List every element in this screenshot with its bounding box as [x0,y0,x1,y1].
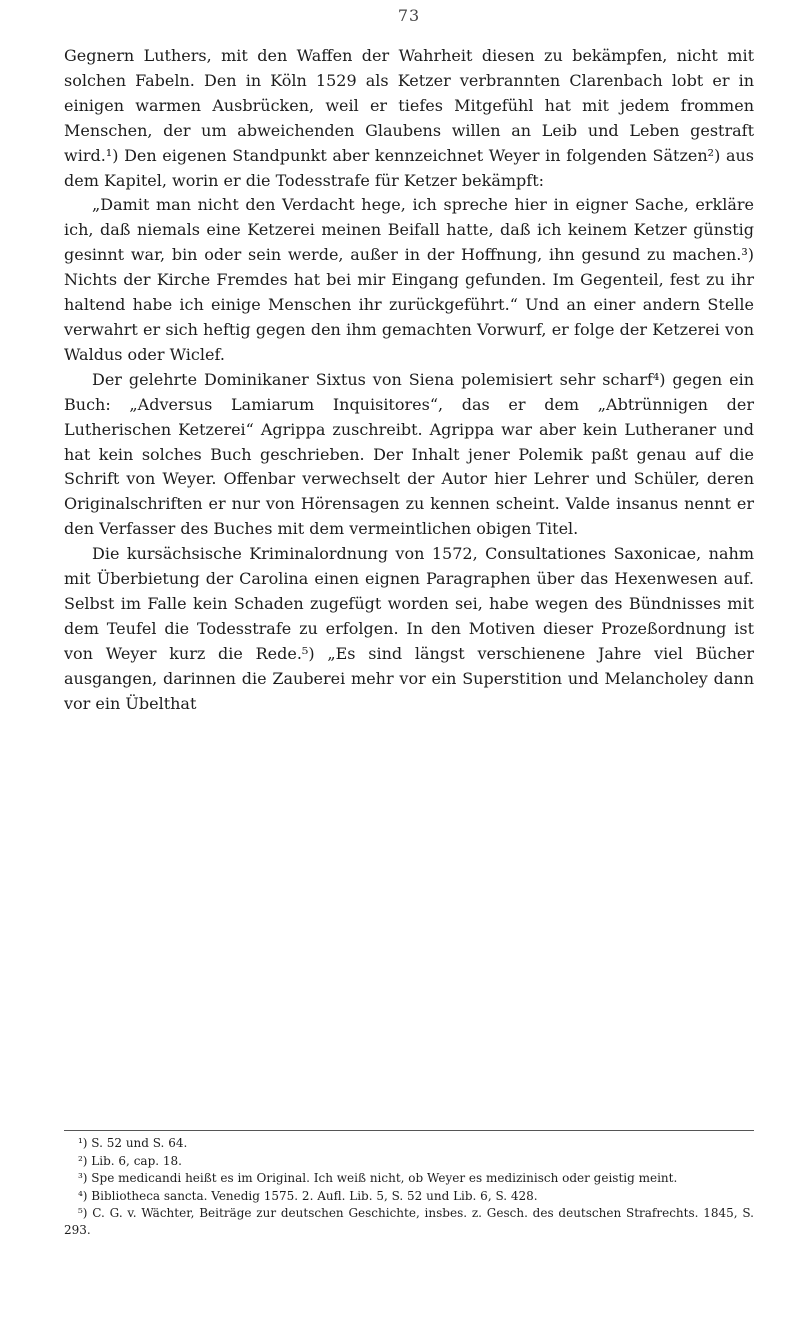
paragraph-1: Gegnern Luthers, mit den Waffen der Wahrheit diesen zu bekämpfen, nicht mit solchen Fabeln. Den in Köln 1529 als Ketzer verbrannten Clarenbach lobt er in einigen warmen Ausbrücken, weil er tiefes Mitgefühl hat mit jedem frommen Menschen, der um abweichenden Glaubens willen an Leib und Leben gestraft wird.¹) Den eigenen Standpunkt aber kennzeichnet Weyer in folgenden Sätzen²) aus dem Kapitel, worin er die Todesstrafe für Ketzer bekämpft: [64,46,754,190]
footnote-1: ¹) S. 52 und S. 64. [78,1136,188,1150]
paragraph-4: Die kursächsische Kriminalordnung von 1572, Consultationes Saxonicae, nahm mit Überbietung der Carolina einen eignen Paragraphen über das Hexenwesen auf. Selbst im Falle kein Schaden zugefügt worden sei, habe wegen des Bündnisses mit dem Teufel die Todesstrafe zu erfolgen. In den Motiven dieser Prozeßordnung ist von Weyer kurz die Rede.⁵) „Es sind längst verschienene Jahre viel Bücher ausgangen, darinnen die Zauberei mehr vor ein Superstition und Melancholey dann vor ein Übelthat [64,544,754,713]
paragraph-2: „Damit man nicht den Verdacht hege, ich spreche hier in eigner Sache, erkläre ich, daß niemals eine Ketzerei meinen Beifall hatte, daß ich keinem Ketzer günstig gesinnt war, bin oder sein werde, außer in der Hoffnung, ihn gesund zu machen.³) Nichts der Kirche Fremdes hat bei mir Eingang gefunden. Im Gegenteil, fest zu ihr haltend habe ich einige Menschen ihr zurückgeführt.“ Und an einer andern Stelle verwahrt er sich heftig gegen den ihm gemachten Vorwurf, er folge der Ketzerei von Waldus oder Wiclef. [64,195,754,364]
footnote-divider [64,1130,754,1131]
footnotes [64,1130,754,1240]
footnote-5: ⁵) C. G. v. Wächter, Beiträge zur deutschen Geschichte, insbes. z. Gesch. des deutschen Strafrechts. 1845, S. 293. [64,1206,754,1237]
footnote-2: ²) Lib. 6, cap. 18. [78,1153,182,1168]
paragraph-3: Der gelehrte Dominikaner Sixtus von Siena polemisiert sehr scharf⁴) gegen ein Buch: „Adversus Lamiarum Inquisitores“, das er dem „Abtrünnigen der Lutherischen Ketzerei“ Agrippa zuschreibt. Agrippa war aber kein Lutheraner und hat kein solches Buch geschrieben. Der Inhalt jener Polemik paßt genau auf die Schrift von Weyer. Offenbar verwechselt der Autor hier Lehrer und Schüler, deren Originalschriften er nur von Hörensagen zu kennen scheint. Valde insanus nennt er den Verfasser des Buches mit dem vermeintlichen obigen Titel. [64,369,754,539]
body-text [64,44,754,716]
footnote-3: ³) Spe medicandi heißt es im Original. Ich weiß nicht, ob Weyer es medizinisch oder geistig meint. [78,1171,678,1186]
page-number: 73 [397,6,421,25]
footnote-4: ⁴) Bibliotheca sancta. Venedig 1575. 2. Aufl. Lib. 5, S. 52 und Lib. 6, S. 428. [78,1188,538,1203]
